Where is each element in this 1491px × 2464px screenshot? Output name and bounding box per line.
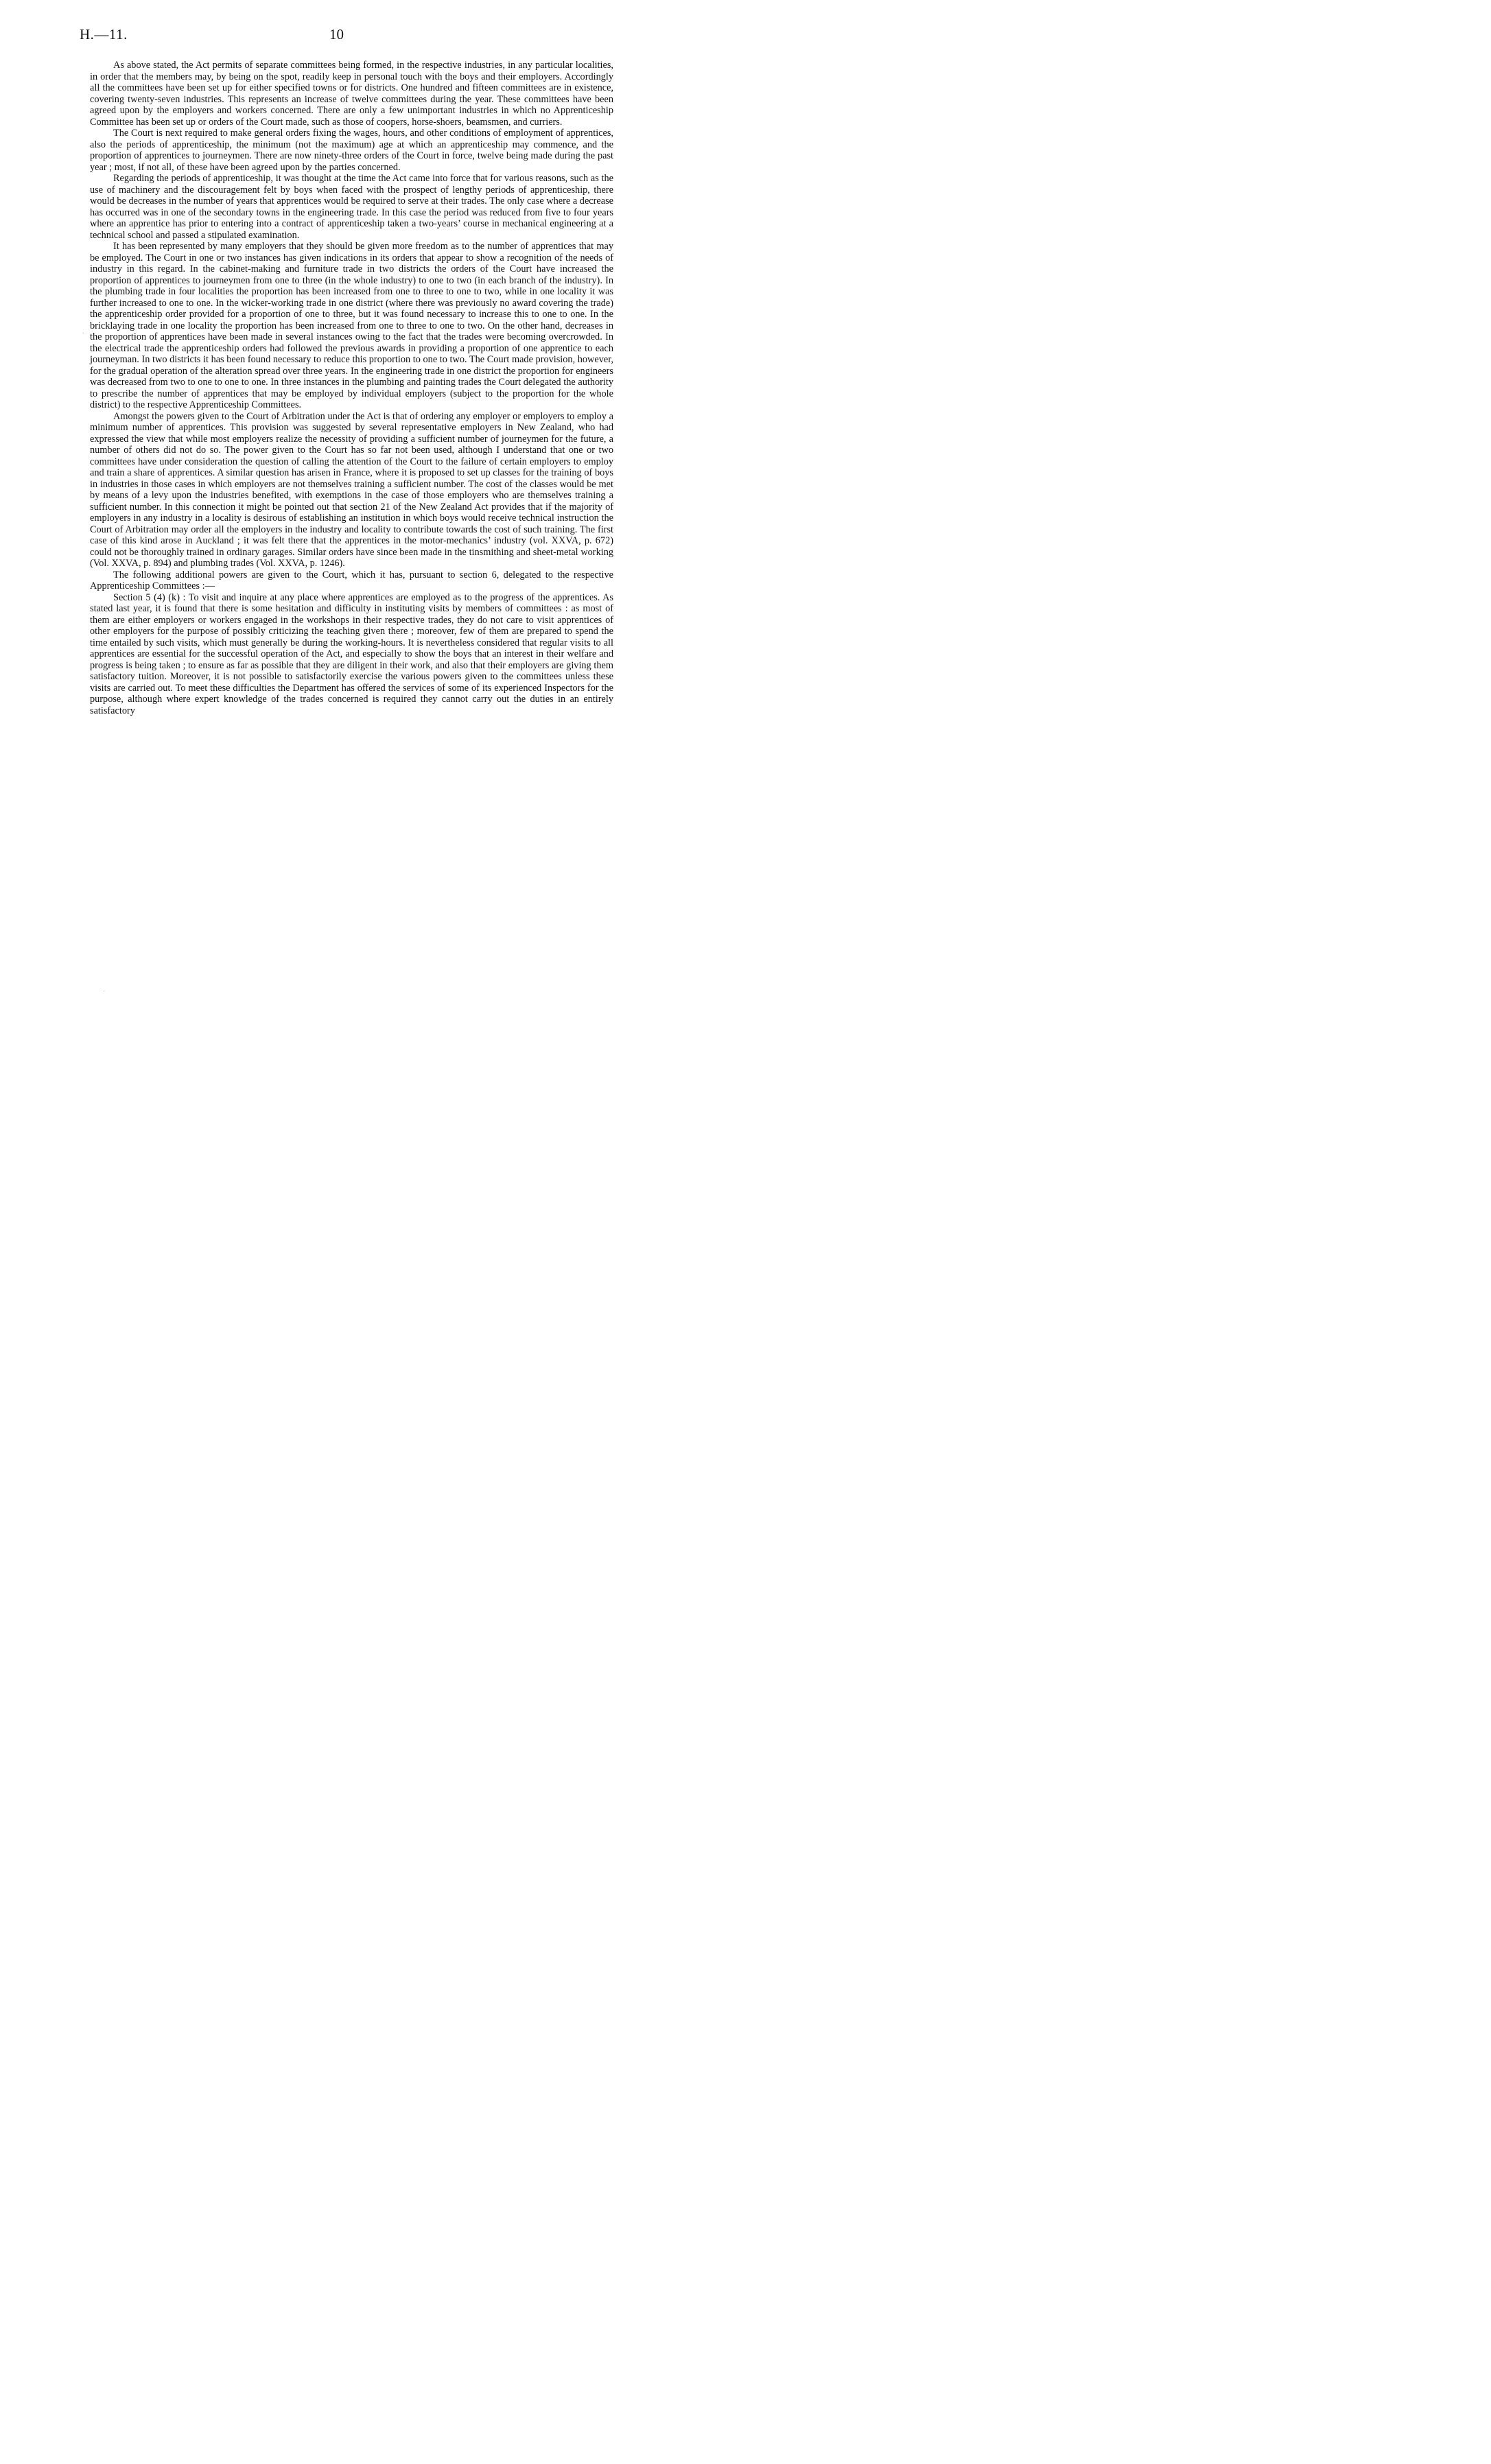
- paragraph-additional-powers: The following additional powers are given to the Court, which it has, pursuant to section 6, delegated to the respective Apprenticeship Committees :—: [90, 569, 613, 591]
- page-number: 10: [329, 26, 344, 43]
- scan-speck: ·: [103, 988, 106, 996]
- paragraph-general-orders: The Court is next required to make general orders fixing the wages, hours, and other conditions of employment of apprentices, also the periods of apprenticeship, the minimum (not the maximum) age at which an apprenticeship may commence, and the proportion of apprentices to journeymen. There are now ninety-three orders of the Court in force, twelve being made during the past year ; most, if not all, of these have been agreed upon by the parties concerned.: [90, 128, 613, 173]
- body-text: [90, 60, 613, 716]
- scan-speck: .: [82, 328, 84, 336]
- paragraph-periods: Regarding the periods of apprenticeship, it was thought at the time the Act came into force that for various reasons, such as the use of machinery and the discouragement felt by boys when faced with the prospect of lengthy periods of apprenticeship, there would be decreases in the number of years that apprentices would be required to serve at their trades. The only case where a decrease has occurred was in one of the secondary towns in the engineering trade. In this case the period was reduced from five to four years where an apprentice has prior to entering into a contract of apprenticeship taken a two-years’ course in mechanical engineering at a technical school and passed a stipulated examination.: [90, 173, 613, 241]
- paragraph-proportions: It has been represented by many employers that they should be given more freedom as to the number of apprentices that may be employed. The Court in one or two instances has given indications in its orders that appear to show a recognition of the needs of industry in this regard. In the cabinet-making and furniture trade in two districts the orders of the Court have increased the proportion of apprentices to journeymen from one to three (in the whole industry) to one to two (in each branch of the industry). In the plumbing trade in four localities the proportion has been increased from one to three to one to two, while in one locality it was further increased to one to one. In the wicker-working trade in one district (where there was previously no award covering the trade) the apprenticeship order provided for a proportion of one to three, but it was found necessary to increase this to one to one. In the bricklaying trade in one locality the proportion has been increased from one to three to one to two. On the other hand, decreases in the proportion of apprentices have been made in several instances owing to the fact that the trades were becoming overcrowded. In the electrical trade the apprenticeship orders had followed the previous awards in providing a proportion of one apprentice to each journeyman. In two districts it has been found necessary to reduce this proportion to one to two. The Court made provision, however, for the gradual operation of the alteration spread over three years. In the engineering trade in one district the proportion for engineers was decreased from two to one to one to one. In three instances in the plumbing and painting trades the Court delegated the authority to prescribe the number of apprentices that may be employed by individual employers (subject to the proportion for the whole district) to the respective Apprenticeship Committees.: [90, 241, 613, 410]
- paragraph-minimum-number: Amongst the powers given to the Court of Arbitration under the Act is that of ordering any employer or employers to employ a minimum number of apprentices. This provision was suggested by several representative employers in New Zealand, who had expressed the view that while most employers realize the necessity of providing a sufficient number of journeymen for the future, a number of others did not do so. The power given to the Court has so far not been used, although I understand that one or two committees have under consideration the question of calling the attention of the Court to the failure of certain employers to employ and train a share of apprentices. A similar question has arisen in France, where it is proposed to set up classes for the training of boys in industries in those cases in which employers are not themselves training a sufficient number. The cost of the classes would be met by means of a levy upon the industries benefited, with exemptions in the case of those employers who are themselves training a sufficient number. In this connection it might be pointed out that section 21 of the New Zealand Act provides that if the majority of employers in any industry in a locality is desirous of establishing an institution in which boys would receive technical instruction the Court of Arbitration may order all the employers in the industry and locality to contribute towards the cost of such training. The first case of this kind arose in Auckland ; it was felt there that the apprentices in the motor-mechanics’ industry (vol. XXVA, p. 672) could not be thoroughly trained in ordinary garages. Similar orders have since been made in the tinsmithing and sheet-metal working (Vol. XXVA, p. 894) and plumbing trades (Vol. XXVA, p. 1246).: [90, 410, 613, 569]
- running-header: [80, 26, 615, 44]
- document-page: [0, 0, 652, 1077]
- paragraph-section-5-4-k: Section 5 (4) (k) : To visit and inquire at any place where apprentices are employed as to the progress of the apprentices. As stated last year, it is found that there is some hesitation and difficulty in instituting visits by members of committees : as most of them are either employers or workers engaged in the workshops in their respective trades, they do not care to visit apprentices of other employers for the purpose of possibly criticizing the teaching given there ; moreover, few of them are prepared to spend the time entailed by such visits, which must generally be during the working-hours. It is nevertheless considered that regular visits to all apprentices are essential for the successful operation of the Act, and especially to show the boys that an interest in their welfare and progress is being taken ; to ensure as far as possible that they are diligent in their work, and also that their employers are giving them satisfactory tuition. Moreover, it is not possible to satisfactorily exercise the various powers given to the committees unless these visits are carried out. To meet these difficulties the Department has offered the services of some of its experienced Inspectors for the purpose, although where expert knowledge of the trades concerned is required they cannot carry out the duties in an entirely satisfactory: [90, 591, 613, 716]
- document-number: H.—11.: [80, 26, 128, 43]
- paragraph-committees: As above stated, the Act permits of separate committees being formed, in the respective industries, in any particular localities, in order that the members may, by being on the spot, readily keep in personal touch with the boys and their employers. Accordingly all the committees have been set up for either specified towns or for districts. One hundred and fifteen committees are in existence, covering twenty-seven industries. This represents an increase of twelve committees during the year. These committees have been agreed upon by the employers and workers concerned. There are only a few unimportant industries in which no Apprenticeship Committee has been set up or orders of the Court made, such as those of coopers, horse-shoers, beamsmen, and curriers.: [90, 60, 613, 128]
